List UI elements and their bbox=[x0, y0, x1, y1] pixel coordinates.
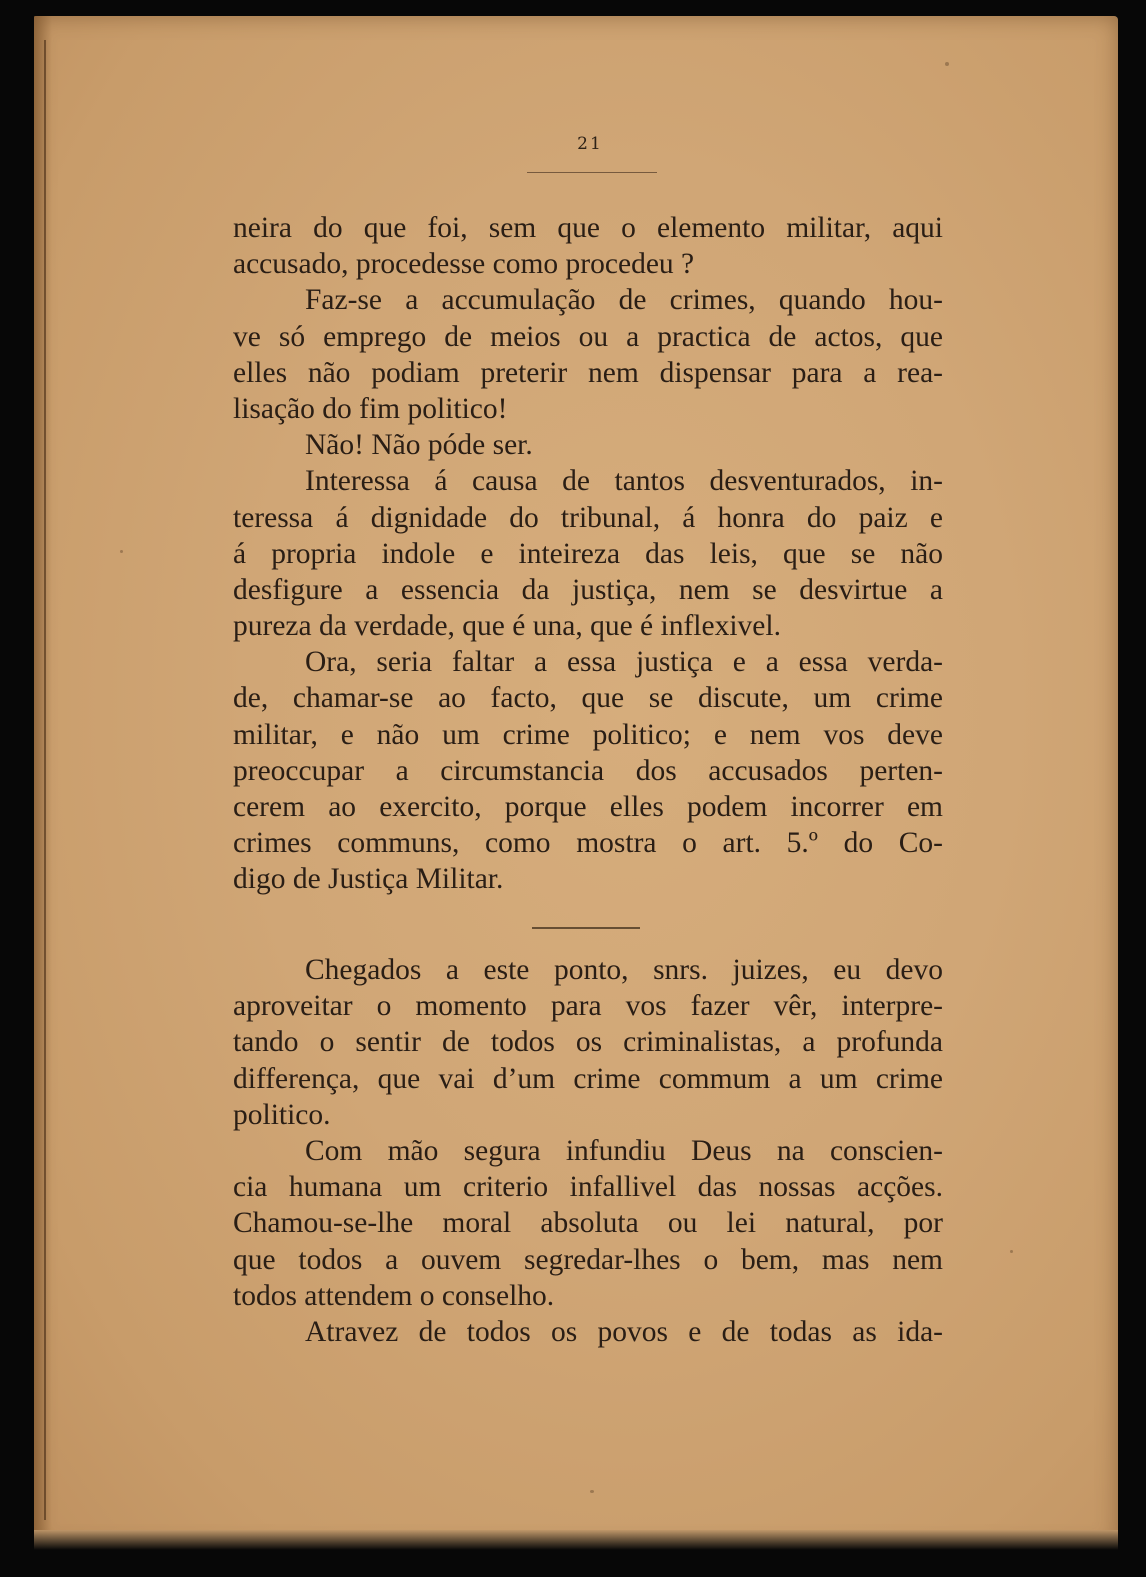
text-line: pureza da verdade, que é una, que é inflexivel. bbox=[233, 610, 781, 643]
text-line: Atravez de todos os povos e de todas as ida- bbox=[305, 1315, 943, 1348]
section-divider bbox=[532, 927, 640, 929]
paper-speck bbox=[740, 330, 743, 333]
text-line: Ora, seria faltar a essa justiça e a essa verda- bbox=[305, 646, 943, 679]
text-line: Interessa á causa de tantos desventurados, in- bbox=[305, 465, 943, 498]
text-line: Faz-se a accumulação de crimes, quando hou- bbox=[305, 284, 943, 317]
text-line: todos attendem o conselho. bbox=[233, 1279, 555, 1312]
header-rule bbox=[527, 172, 657, 173]
text-line: preoccupar a circumstancia dos accusados perten- bbox=[233, 754, 943, 787]
text-line: digo de Justiça Militar. bbox=[233, 863, 504, 896]
text-section-2 bbox=[233, 952, 943, 1350]
text-line: Com mão segura infundiu Deus na conscien- bbox=[305, 1134, 943, 1167]
text-line: accusado, procedesse como procedeu ? bbox=[233, 248, 695, 281]
paper-speck bbox=[590, 1490, 594, 1493]
text-line: á propria indole e inteireza das leis, que se não bbox=[233, 537, 943, 570]
text-line: crimes communs, como mostra o art. 5.º do Co- bbox=[233, 827, 943, 860]
page-bottom-edge bbox=[34, 1530, 1118, 1550]
text-line: neira do que foi, sem que o elemento militar, aqui bbox=[233, 212, 943, 244]
text-line: lisação do fim politico! bbox=[233, 392, 508, 425]
text-line: cia humana um criterio infallivel das nossas acções. bbox=[233, 1171, 943, 1204]
text-line: tando o sentir de todos os criminalistas, a profunda bbox=[233, 1026, 943, 1059]
text-line: ve só emprego de meios ou a practica de actos, que bbox=[233, 320, 943, 353]
text-line: aproveitar o momento para vos fazer vêr, interpre- bbox=[233, 990, 943, 1023]
paper-speck bbox=[120, 550, 123, 553]
paper-speck bbox=[1010, 1250, 1013, 1253]
text-section-1 bbox=[233, 210, 943, 898]
text-line: Não! Não póde ser. bbox=[305, 429, 533, 462]
text-line: de, chamar-se ao facto, que se discute, um crime bbox=[233, 682, 943, 715]
text-line: cerem ao exercito, porque elles podem incorrer em bbox=[233, 791, 943, 823]
text-line: differença, que vai d’um crime commum a um crime bbox=[233, 1062, 943, 1095]
text-line: que todos a ouvem segredar-lhes o bem, mas nem bbox=[233, 1243, 943, 1276]
paper-speck bbox=[945, 62, 949, 66]
page-number: 21 bbox=[577, 134, 603, 154]
text-line: desfigure a essencia da justiça, nem se desvirtue a bbox=[233, 573, 943, 606]
text-line: elles não podiam preterir nem dispensar para a rea- bbox=[233, 356, 943, 389]
text-line: Chamou-se-lhe moral absoluta ou lei natural, por bbox=[233, 1207, 943, 1240]
text-line: politico. bbox=[233, 1098, 331, 1131]
text-line: militar, e não um crime politico; e nem vos deve bbox=[233, 718, 943, 751]
binding-edge bbox=[44, 40, 46, 1520]
text-line: teressa á dignidade do tribunal, á honra do paiz e bbox=[233, 501, 943, 534]
text-line: Chegados a este ponto, snrs. juizes, eu devo bbox=[305, 954, 943, 986]
